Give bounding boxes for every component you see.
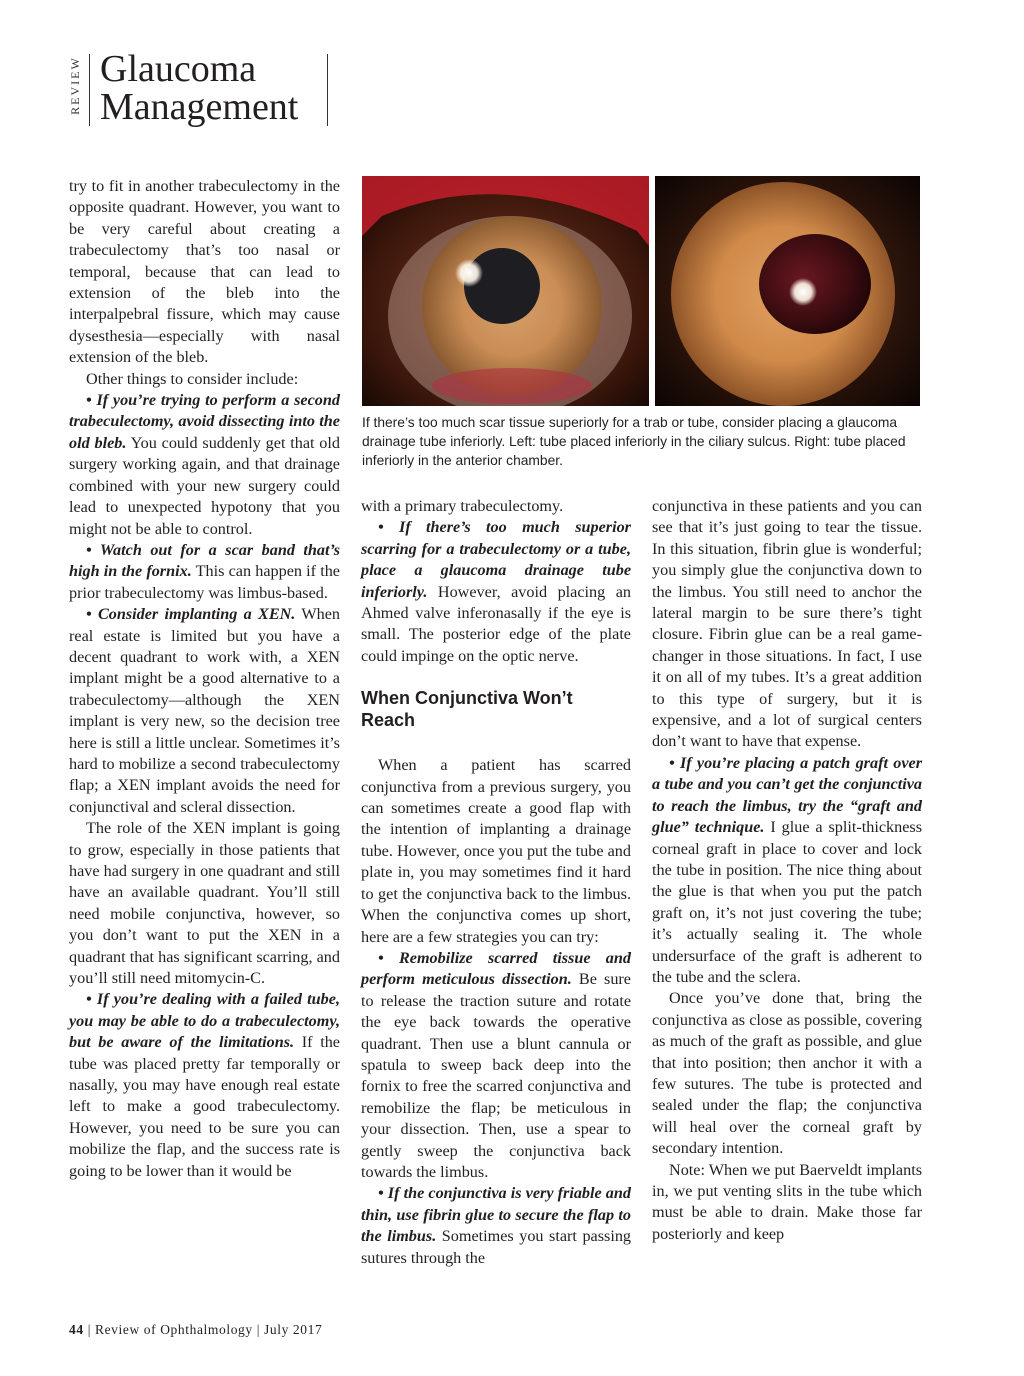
page-number: 44: [69, 1322, 84, 1337]
section-tag: [66, 52, 86, 127]
figure-caption: If there’s too much scar tissue superiorly for a trab or tube, consider placing a glaucoma drainage tube inferiorly. Left: tube placed inferiorly in the ciliary sulcus. Right: tube placed inferiorly in the anterior chamber.: [362, 415, 906, 468]
bullet-text: If the tube was placed pretty far temporally or nasally, you may have enough real estate left to make a good trabeculectomy. However, you need to be sure you can mobilize the flap, and the success rate is going to be lower than it would be: [69, 1033, 340, 1180]
page-footer: [69, 1322, 322, 1338]
paragraph: with a primary trabeculectomy.: [361, 497, 564, 515]
bullet-paragraph: [69, 540, 340, 604]
bullet-text: Be sure to release the traction suture and rotate the eye back towards the operative quadrant. Then use a blunt cannula or spatula to sweep back deep into the fornix to free the scarred conjunctiva and remobilize the flap; be meticulous in your dissection. Then, use a spear to gently sweep the conjunctiva back towards the limbus.: [361, 970, 631, 1181]
bullet-paragraph: [361, 517, 631, 667]
paragraph: Other things to consider include:: [86, 369, 299, 388]
bullet-text: When real estate is limited but you have a decent quadrant to work with, a XEN implant might be a good alternative to a trabeculectomy—although the XEN implant is very new, so the decision tree here is still a little unclear. Sometimes it’s hard to mobilize a second trabeculectomy flap; a XEN implant avoids the need for conjunctival and scleral dissection.: [69, 605, 340, 816]
bullet-text: However, avoid placing an Ahmed valve inferonasally if the eye is small. The posterior edge of the plate could impinge on the optic nerve.: [361, 582, 631, 665]
bullet-paragraph: [69, 390, 340, 540]
bullet-lead: • If you’re trying to perform a second trabeculectomy, avoid dissecting into the old bleb.: [69, 391, 340, 452]
bullet-paragraph: [652, 753, 922, 988]
footer-separator: |: [87, 1322, 95, 1337]
eye-photo-right: [655, 176, 920, 406]
title-line-1: Glaucoma: [100, 48, 257, 90]
column-1: [69, 176, 340, 1182]
bullet-text: Sometimes you start passing sutures through the: [361, 1227, 632, 1267]
paragraph: Once you’ve done that, bring the conjunctiva as close as possible, covering as much of the graft as possible, and glue that into position; then anchor it with a few sutures. The tube is protected and sealed under the flap; the conjunctiva will heal over the corneal graft by secondary intention.: [652, 989, 922, 1158]
bullet-paragraph: [69, 604, 340, 818]
bullet-lead: • If you’re dealing with a failed tube, you may be able to do a trabeculectomy, but be aware of the limitations.: [69, 990, 340, 1052]
eye-photo-left: [362, 176, 649, 406]
publication-name: Review of Ophthalmology: [94, 1322, 253, 1337]
paragraph: Note: When we put Baerveldt implants in, we put venting slits in the tube which must be able to drain. Make those far posteriorly and keep: [652, 1160, 922, 1243]
bullet-lead: • Remobilize scarred tissue and perform meticulous dissection.: [361, 948, 631, 989]
paragraph: The role of the XEN implant is going to grow, especially in those patients that have had surgery in one quadrant and still have an available quadrant. You’ll still need mobile conjunctiva, however, so you don’t want to put the XEN in a quadrant that has significant scarring, and you’ll still need mitomycin-C.: [69, 819, 340, 988]
footer-separator: |: [256, 1322, 265, 1337]
paragraph: conjunctiva in these patients and you can see that it’s just going to tear the tissue. In this situation, fibrin glue is wonderful; you simply glue the conjunctiva down to the limbus. You still need to anchor the lateral margin to be sure there’s tight closure. Fibrin glue can be a real game-changer in those situations. In fact, I use it on all of my tubes. It’s a great addition to this type of surgery, but it is expensive, and a lot of surgical centers don’t want to have that expense.: [652, 497, 922, 751]
bullet-paragraph: [69, 989, 340, 1182]
header-divider-left: [89, 54, 90, 126]
bullet-lead: • Consider implanting a XEN.: [86, 605, 296, 624]
bullet-paragraph: [361, 1183, 631, 1269]
eye-image-left: [362, 176, 649, 406]
header-divider-right: [327, 54, 328, 126]
eye-image-right: [655, 176, 920, 406]
bullet-paragraph: [361, 948, 631, 1183]
bullet-lead: • Watch out for a scar band that’s high in the fornix.: [69, 540, 340, 581]
figure: [362, 176, 920, 406]
paragraph: try to fit in another trabeculectomy in the opposite quadrant. However, you want to be very careful about creating a trabeculectomy that’s too nasal or temporal, because that can lead to extension of the bleb into the interpalpebral fissure, which may cause dysesthesia—especially with nasal extension of the bleb.: [69, 177, 340, 367]
column-3: [652, 496, 922, 1245]
section-label: REVIEW: [68, 56, 82, 115]
paragraph: When a patient has scarred conjunctiva from a previous surgery, you can sometimes create a good flap with the intention of implanting a drainage tube. However, once you put the tube and plate in, you may sometimes find it hard to get the conjunctiva back to the limbus. When the conjunctiva comes up short, here are a few strategies you can try:: [361, 756, 631, 946]
bullet-lead: • If the conjunctiva is very friable and thin, use fibrin glue to secure the flap to the limbus.: [361, 1184, 631, 1246]
bullet-lead: • If there’s too much superior scarring for a trabeculectomy or a tube, place a glaucoma drainage tube inferiorly.: [361, 518, 631, 601]
section-heading: When Conjunctiva Won’t Reach: [361, 688, 573, 731]
bullet-text: I glue a split-thickness corneal graft in place to cover and lock the tube in position. The nice thing about the glue is that when you put the patch graft on, it’s not just covering the tube; it’s actually sealing it. The whole undersurface of the graft is adherent to the tube and the sclera.: [652, 818, 922, 986]
title-line-2: Management: [100, 86, 299, 128]
column-2: [361, 496, 631, 1269]
bullet-text: You could suddenly get that old surgery working again, and that drainage combined with your new surgery could lead to unexpected hypotony that you might not be able to control.: [69, 433, 340, 538]
issue-date: July 2017: [264, 1322, 323, 1337]
page-title: [100, 50, 298, 126]
bullet-text: This can happen if the prior trabeculectomy was limbus-based.: [69, 562, 340, 602]
bullet-lead: • If you’re placing a patch graft over a tube and you can’t get the conjunctiva to reach the limbus, try the “graft and glue” technique.: [652, 753, 922, 837]
